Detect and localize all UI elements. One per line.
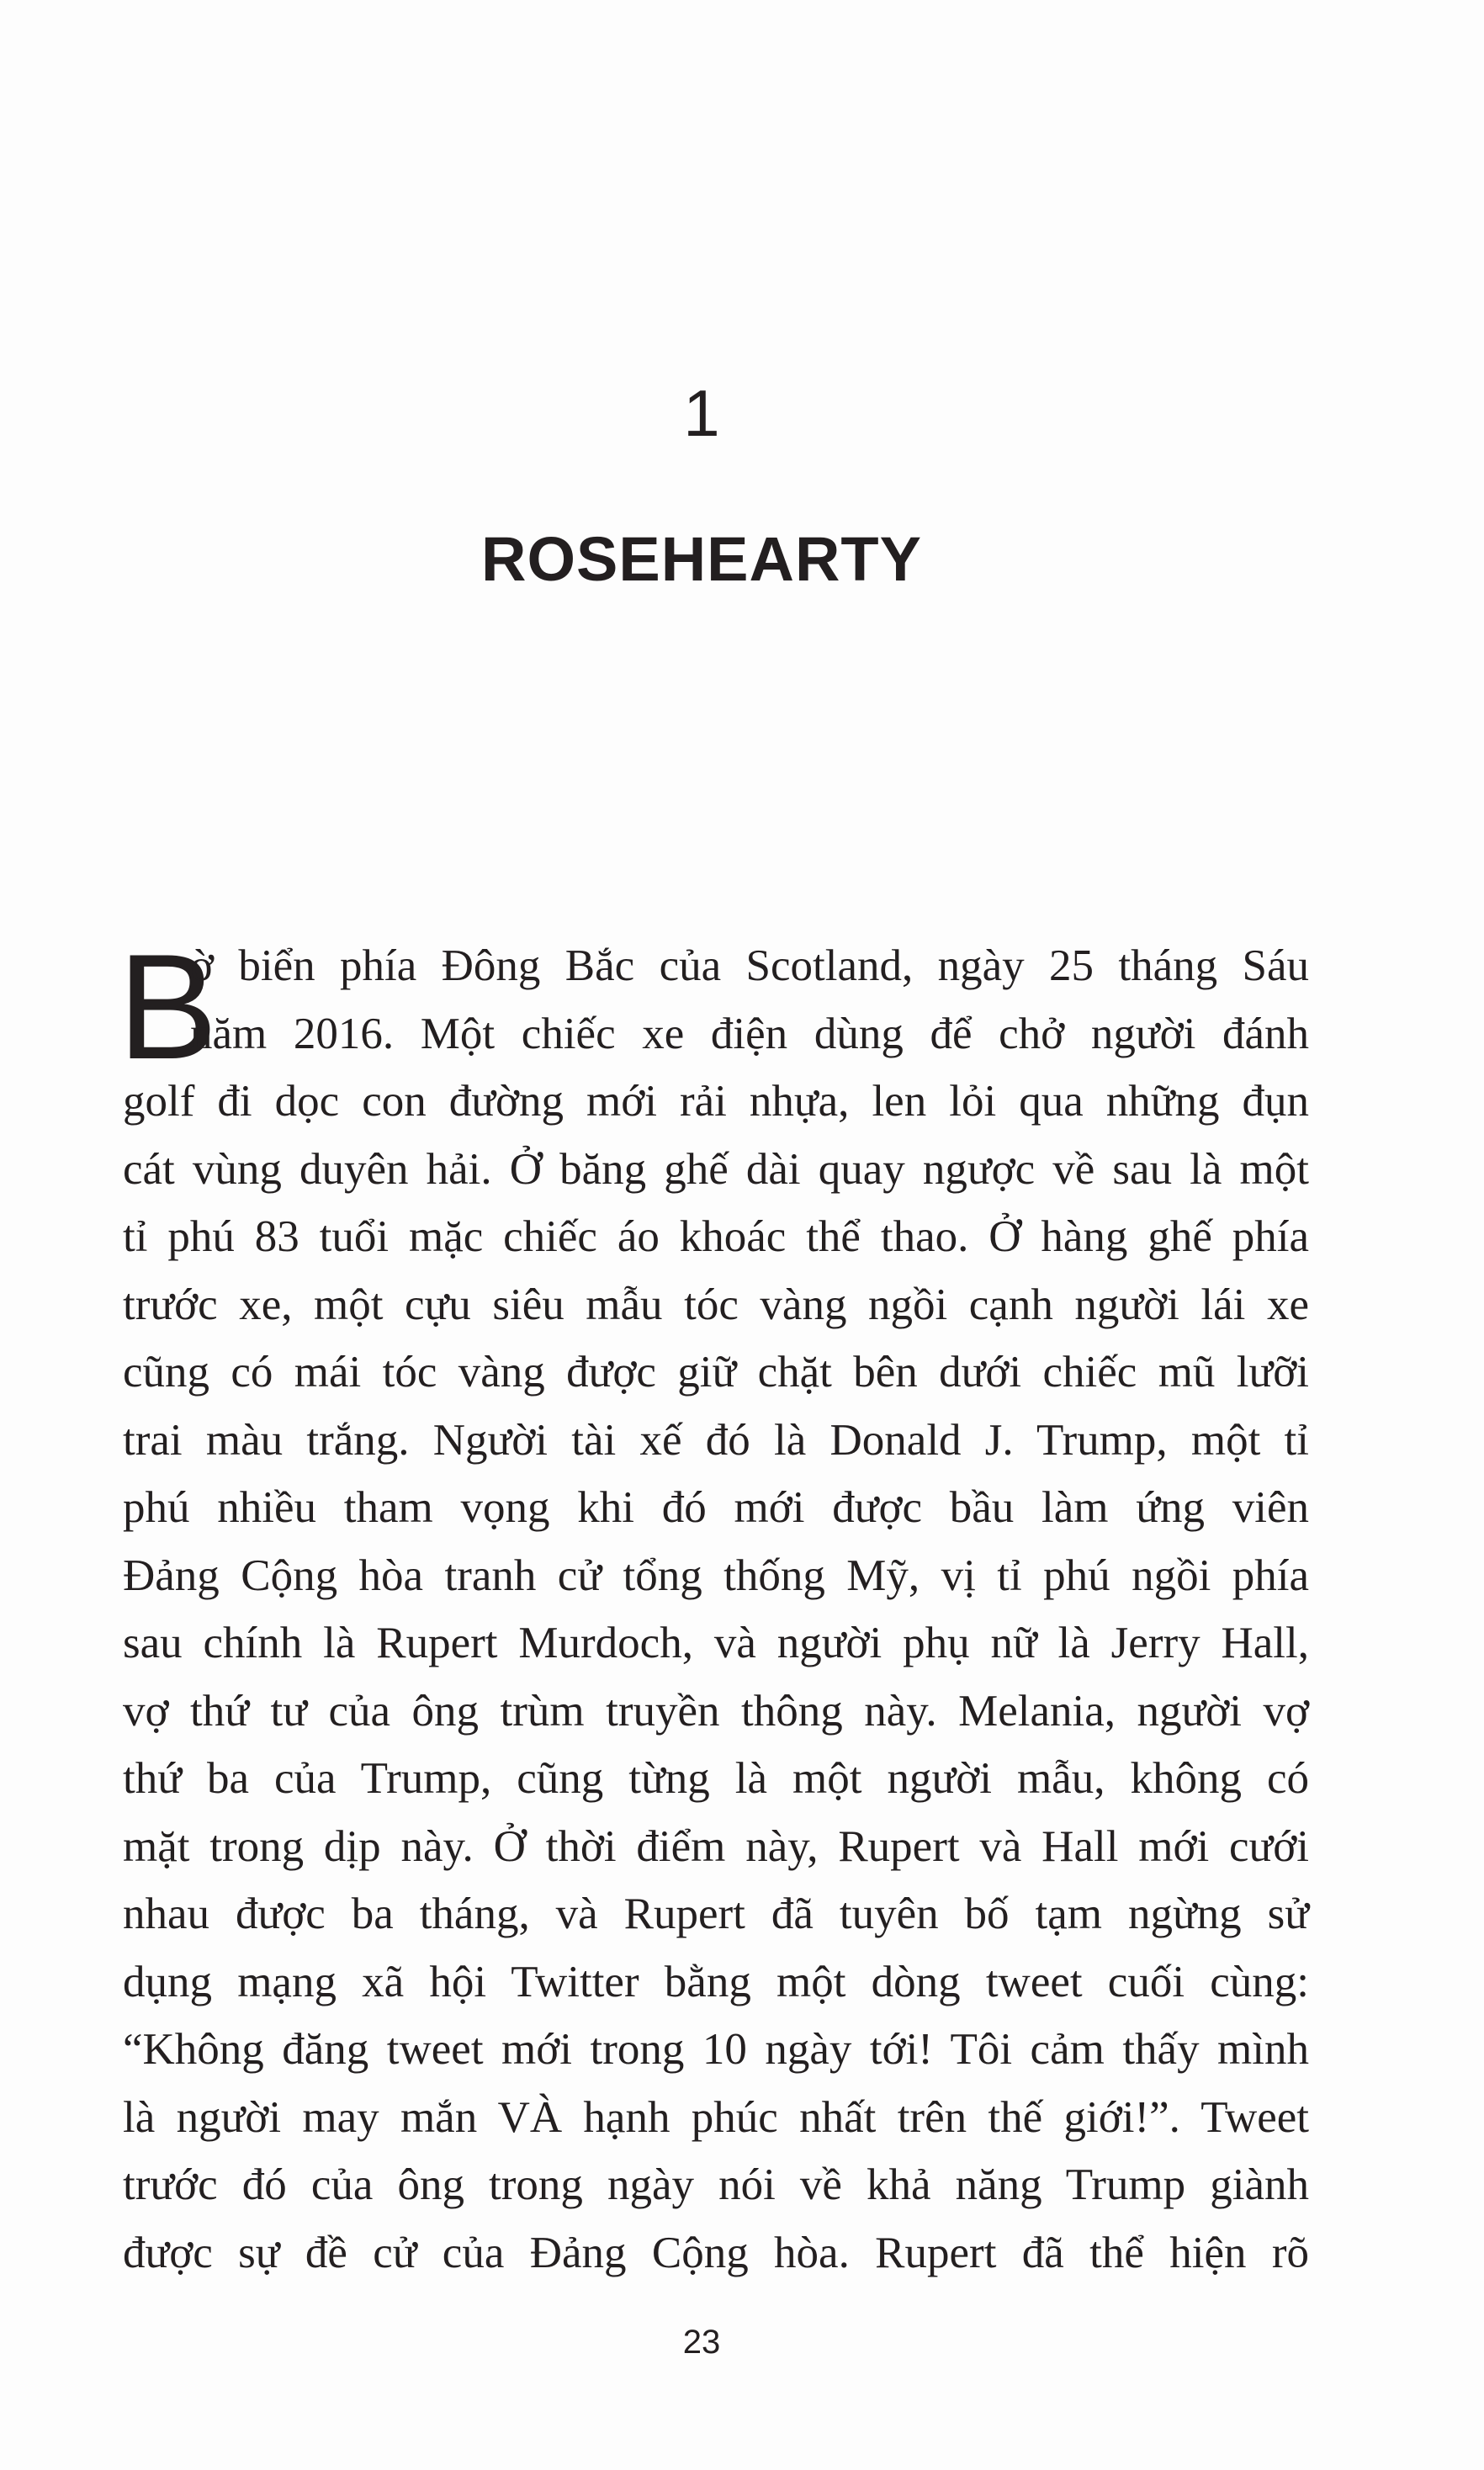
text-line: trước đó của ông trong ngày nói về khả năng Trump giành xyxy=(123,2160,1309,2209)
text-line: sau chính là Rupert Murdoch, và người phụ nữ là Jerry Hall, xyxy=(123,1619,1309,1667)
body-paragraph xyxy=(123,932,1309,2287)
text-line: được sự đề cử của Đảng Cộng hòa. Rupert đã thể hiện rõ xyxy=(123,2228,1309,2277)
text-line: trai màu trắng. Người tài xế đó là Donald J. Trump, một tỉ xyxy=(123,1415,1309,1465)
text-line: mặt trong dịp này. Ở thời điểm này, Rupert và Hall mới cưới xyxy=(123,1821,1309,1871)
text-line: Đảng Cộng hòa tranh cử tổng thống Mỹ, vị tỉ phú ngồi phía xyxy=(123,1550,1309,1600)
text-line: năm 2016. Một chiếc xe điện dùng để chở người đánh xyxy=(190,1009,1309,1058)
text-line: “Không đăng tweet mới trong 10 ngày tới! Tôi cảm thấy mình xyxy=(123,2025,1309,2074)
text-line: dụng mạng xã hội Twitter bằng một dòng tweet cuối cùng: xyxy=(123,1957,1309,2006)
text-line: ờ biển phía Đông Bắc của Scotland, ngày 25 tháng Sáu xyxy=(190,941,1309,990)
text-line: tỉ phú 83 tuổi mặc chiếc áo khoác thể thao. Ở hàng ghế phía xyxy=(123,1212,1309,1261)
text-line: nhau được ba tháng, và Rupert đã tuyên bố tạm ngừng sử xyxy=(123,1890,1309,1938)
text-line: phú nhiều tham vọng khi đó mới được bầu làm ứng viên xyxy=(123,1483,1309,1532)
chapter-number: 1 xyxy=(683,376,720,450)
text-line: golf đi dọc con đường mới rải nhựa, len lỏi qua những đụn xyxy=(123,1077,1309,1126)
chapter-title: ROSEHEARTY xyxy=(481,524,922,594)
text-line: là người may mắn VÀ hạnh phúc nhất trên thế giới!”. Tweet xyxy=(123,2092,1309,2142)
drop-cap: B xyxy=(118,923,218,1090)
text-line: cũng có mái tóc vàng được giữ chặt bên dưới chiếc mũ lưỡi xyxy=(123,1348,1309,1397)
text-line: trước xe, một cựu siêu mẫu tóc vàng ngồi cạnh người lái xe xyxy=(123,1280,1309,1329)
text-line: cát vùng duyên hải. Ở băng ghế dài quay ngược về sau là một xyxy=(123,1144,1309,1194)
text-line: thứ ba của Trump, cũng từng là một người mẫu, không có xyxy=(123,1754,1309,1803)
text-line: vợ thứ tư của ông trùm truyền thông này. Melania, người vợ xyxy=(123,1686,1309,1736)
page-number: 23 xyxy=(682,2324,721,2361)
